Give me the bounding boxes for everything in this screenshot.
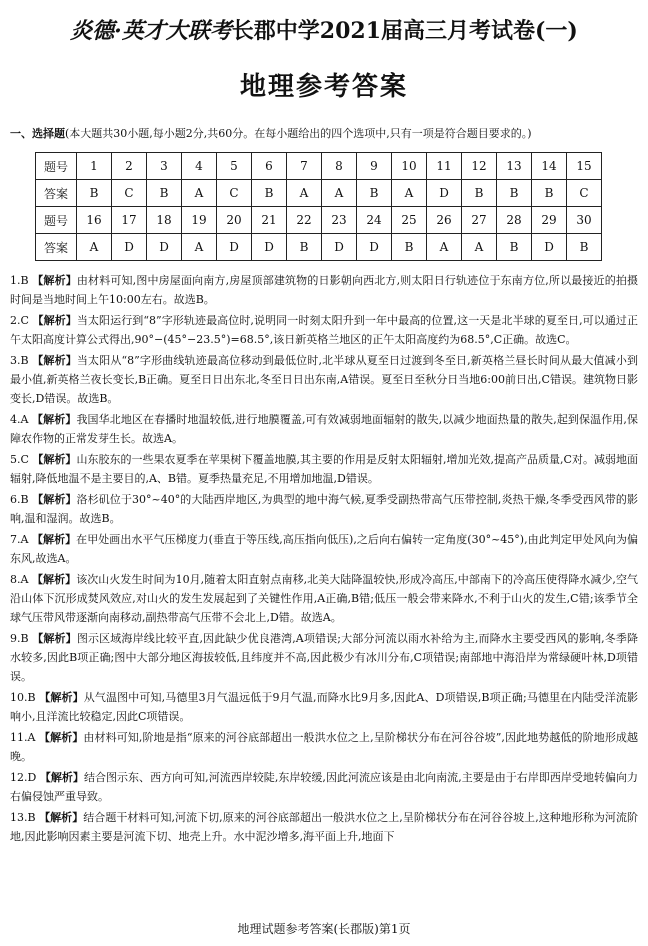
analysis-tag: 【解析】 <box>32 274 77 287</box>
exam-header <box>0 14 648 45</box>
explanation-list <box>10 271 638 848</box>
question-answer-number: 12.D <box>10 771 37 784</box>
explanation-item <box>10 629 638 686</box>
answer-table-cell: 1 <box>77 153 112 180</box>
answer-table-cell: D <box>427 180 462 207</box>
answer-table-cell: A <box>392 180 427 207</box>
answer-table-cell: 24 <box>357 207 392 234</box>
question-answer-number: 3.B <box>10 354 29 367</box>
answer-table-cell: B <box>392 234 427 261</box>
answer-table-cell: 22 <box>287 207 322 234</box>
explanation-text: 山东胶东的一些果农夏季在苹果树下覆盖地膜,其主要的作用是反射太阳辐射,增加光效,提高产品质量,C对。减弱地面辐射,降低地温不是主要目的,A、B错。夏季热量充足,不用增加地温,D错误。 <box>10 453 638 485</box>
question-answer-number: 10.B <box>10 691 36 704</box>
question-answer-number: 9.B <box>10 632 29 645</box>
analysis-tag: 【解析】 <box>32 314 77 327</box>
answer-table-cell: D <box>532 234 567 261</box>
page-title: 地理参考答案 <box>239 72 408 102</box>
answer-table-cell: 28 <box>497 207 532 234</box>
answer-table <box>35 152 602 261</box>
answer-table-cell: B <box>287 234 322 261</box>
answer-table-cell: C <box>112 180 147 207</box>
explanation-item <box>10 530 638 568</box>
answer-table-cell: 8 <box>322 153 357 180</box>
question-answer-number: 6.B <box>10 493 29 506</box>
explanation-item <box>10 450 638 488</box>
answer-table-row <box>36 207 602 234</box>
header-brand: 炎德·英才大联考 <box>70 18 232 44</box>
analysis-tag: 【解析】 <box>32 632 77 645</box>
answer-table-cell: 10 <box>392 153 427 180</box>
answer-table-header-cell: 题号 <box>36 207 77 234</box>
answer-table-cell: 6 <box>252 153 287 180</box>
analysis-tag: 【解析】 <box>32 413 77 426</box>
answer-table-cell: C <box>567 180 602 207</box>
answer-table-cell: D <box>112 234 147 261</box>
analysis-tag: 【解析】 <box>32 573 77 586</box>
answer-table-cell: B <box>77 180 112 207</box>
analysis-tag: 【解析】 <box>39 731 84 744</box>
header-exam-name: 长郡中学2021届高三月考试卷(一) <box>231 18 578 44</box>
explanation-text: 图示区域海岸线比较平直,因此缺少优良港湾,A项错误;大部分河流以雨水补给为主,而降水主要受西风的影响,冬季降水较多,因此B项正确;图中大部分地区海拔较低,且纬度并不高,因此极少有冰川分布,C项错误;南部地中海沿岸为常绿硬叶林,D项错误。 <box>10 632 639 683</box>
analysis-tag: 【解析】 <box>32 354 77 367</box>
answer-table-cell: B <box>497 234 532 261</box>
answer-table-cell: 15 <box>567 153 602 180</box>
explanation-item <box>10 728 638 766</box>
analysis-tag: 【解析】 <box>39 811 84 824</box>
explanation-item <box>10 271 638 309</box>
analysis-tag: 【解析】 <box>39 691 84 704</box>
answer-table-cell: C <box>217 180 252 207</box>
answer-table-cell: 14 <box>532 153 567 180</box>
answer-table-cell: 11 <box>427 153 462 180</box>
answer-table-cell: B <box>252 180 287 207</box>
question-answer-number: 4.A <box>10 413 29 426</box>
explanation-item <box>10 570 638 627</box>
answer-table-cell: B <box>357 180 392 207</box>
question-answer-number: 5.C <box>10 453 29 466</box>
section-description: (本大题共30小题,每小题2分,共60分。在每小题给出的四个选项中,只有一项是符合题目要求的。) <box>65 127 532 140</box>
answer-table-cell: 20 <box>217 207 252 234</box>
answer-table-row <box>36 180 602 207</box>
answer-table-cell: D <box>252 234 287 261</box>
answer-table-header-cell: 答案 <box>36 180 77 207</box>
section-label: 一、选择题 <box>10 127 65 140</box>
answer-table-cell: B <box>497 180 532 207</box>
analysis-tag: 【解析】 <box>32 493 77 506</box>
answer-table-cell: 25 <box>392 207 427 234</box>
explanation-item <box>10 410 638 448</box>
answer-table-cell: 3 <box>147 153 182 180</box>
explanation-item <box>10 808 638 846</box>
answer-table-cell: B <box>567 234 602 261</box>
analysis-tag: 【解析】 <box>39 771 84 784</box>
answer-table-cell: A <box>287 180 322 207</box>
answer-table-cell: A <box>182 180 217 207</box>
explanation-text: 当太阳运行到“8”字形轨迹最高位时,说明同一时刻太阳升到一年中最高的位置,这一天是北半球的夏至日,可以通过正午太阳高度计算公式得出,90°−(45°−23.5°)=68.5°,该日新英格兰地区的正午太阳高度约为68.5°,C正确。故选C。 <box>10 314 639 346</box>
answer-table-cell: D <box>357 234 392 261</box>
explanation-item <box>10 490 638 528</box>
answer-table-cell: D <box>217 234 252 261</box>
answer-table-cell: 17 <box>112 207 147 234</box>
answer-table-row <box>36 234 602 261</box>
answer-table-header-cell: 题号 <box>36 153 77 180</box>
explanation-text: 洛杉矶位于30°~40°的大陆西岸地区,为典型的地中海气候,夏季受副热带高气压带控制,炎热干燥,冬季受西风带的影响,温和湿润。故选B。 <box>10 493 639 525</box>
answer-table-cell: 12 <box>462 153 497 180</box>
explanation-item <box>10 768 638 806</box>
answer-table-cell: 5 <box>217 153 252 180</box>
answer-table-cell: A <box>427 234 462 261</box>
answer-table-cell: 9 <box>357 153 392 180</box>
question-answer-number: 2.C <box>10 314 29 327</box>
question-answer-number: 8.A <box>10 573 29 586</box>
answer-table-cell: A <box>322 180 357 207</box>
section-heading <box>10 126 640 141</box>
explanation-text: 该次山火发生时间为10月,随着太阳直射点南移,北美大陆降温较快,形成冷高压,中部南下的冷高压使得降水减少,空气沿山体下沉形成焚风效应,对山火的发生发展起到了关键性作用,A正确,B错;低压一般会带来降水,不利于山火的发生,C错;该季节全球气压带风带逐渐向南移动,副热带高气压带不会北上,D错。故选A。 <box>10 573 639 624</box>
explanation-item <box>10 688 638 726</box>
analysis-tag: 【解析】 <box>32 533 77 546</box>
question-answer-number: 13.B <box>10 811 36 824</box>
explanation-text: 由材料可知,阶地是指“原来的河谷底部超出一般洪水位之上,呈阶梯状分布在河谷谷坡”,因此地势越低的阶地形成越晚。 <box>10 731 639 763</box>
explanation-text: 由材料可知,图中房屋面向南方,房屋顶部建筑物的日影朝向西北方,则太阳日行轨迹位于东南方位,所以最接近的拍摄时间是当地时间上午10:00左右。故选B。 <box>10 274 639 306</box>
explanation-text: 在甲处画出水平气压梯度力(垂直于等压线,高压指向低压),之后向右偏转一定角度(30°~45°),由此判定甲处风向为偏东风,故选A。 <box>10 533 638 565</box>
question-answer-number: 7.A <box>10 533 29 546</box>
answer-table-cell: 16 <box>77 207 112 234</box>
answer-table-cell: 21 <box>252 207 287 234</box>
answer-table-cell: B <box>147 180 182 207</box>
answer-table-cell: A <box>77 234 112 261</box>
answer-table-cell: 30 <box>567 207 602 234</box>
question-answer-number: 1.B <box>10 274 29 287</box>
answer-table-cell: 19 <box>182 207 217 234</box>
question-answer-number: 11.A <box>10 731 36 744</box>
answer-table-header-cell: 答案 <box>36 234 77 261</box>
answer-table-cell: B <box>462 180 497 207</box>
answer-table-cell: 26 <box>427 207 462 234</box>
explanation-text: 我国华北地区在春播时地温较低,进行地膜覆盖,可有效减弱地面辐射的散失,以减少地面热量的散失,起到保温作用,保障农作物的正常发芽生长。故选A。 <box>10 413 638 445</box>
answer-table-cell: 27 <box>462 207 497 234</box>
answer-table-cell: A <box>462 234 497 261</box>
explanation-item <box>10 311 638 349</box>
answer-table-cell: 18 <box>147 207 182 234</box>
explanation-text: 结合图示东、西方向可知,河流西岸较陡,东岸较缓,因此河流应该是由北向南流,主要是由于右岸即西岸受地转偏向力右偏侵蚀严重导致。 <box>10 771 639 803</box>
answer-table-cell: 2 <box>112 153 147 180</box>
answer-table-cell: 7 <box>287 153 322 180</box>
answer-table-cell: A <box>182 234 217 261</box>
answer-table-cell: D <box>322 234 357 261</box>
answer-table-row <box>36 153 602 180</box>
explanation-text: 从气温图中可知,马德里3月气温远低于9月气温,而降水比9月多,因此A、D项错误,B项正确;马德里在内陆受洋流影响小,且洋流比较稳定,因此C项错误。 <box>10 691 639 723</box>
answer-table-cell: 29 <box>532 207 567 234</box>
answer-table-cell: 13 <box>497 153 532 180</box>
answer-table-cell: B <box>532 180 567 207</box>
explanation-text: 当太阳从“8”字形曲线轨迹最高位移动到最低位时,北半球从夏至日过渡到冬至日,新英格兰昼长时间从最大值减小到最小值,新英格兰夜长变长,B正确。夏至日日出东北,冬至日日出东南,A错误。夏至日至秋分日当地6:00前日出,C错误。建筑物日影变长,D错误。故选B。 <box>10 354 638 405</box>
answer-table-cell: 4 <box>182 153 217 180</box>
page-footer: 地理试题参考答案(长郡版)第1页 <box>237 922 411 936</box>
answer-table-cell: D <box>147 234 182 261</box>
explanation-item <box>10 351 638 408</box>
answer-table-cell: 23 <box>322 207 357 234</box>
explanation-text: 结合题干材料可知,河流下切,原来的河谷底部超出一般洪水位之上,呈阶梯状分布在河谷谷坡上,这种地形称为河流阶地,因此影响因素主要是河流下切、地壳上升。水中泥沙增多,海平面上升,地面下 <box>10 811 639 843</box>
analysis-tag: 【解析】 <box>32 453 77 466</box>
